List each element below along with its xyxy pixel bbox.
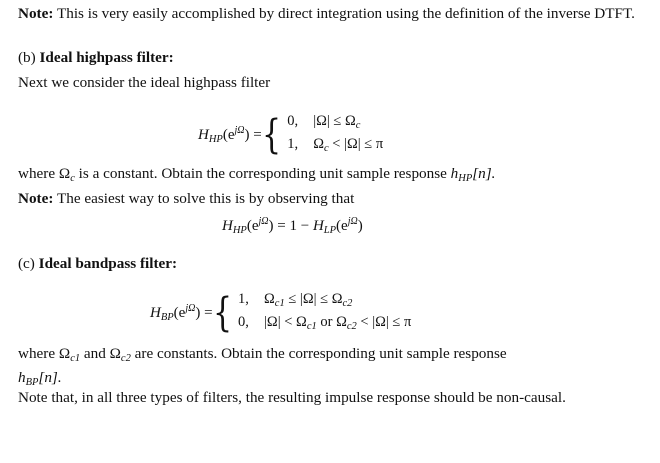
bp-case2-cond-c: < |Ω| ≤ π (356, 314, 412, 330)
part-c-heading (18, 254, 636, 273)
hp-case2-cond-b: < |Ω| ≤ π (328, 136, 384, 152)
hp-case1-sub: c (355, 120, 361, 131)
part-c-where-a-sub: c1 (70, 353, 81, 364)
part-b-heading (18, 48, 636, 67)
part-b-note-label: Note: (18, 190, 54, 207)
rel-arg-sup: jΩ (258, 216, 269, 227)
bp-lhs-symbol: H (150, 305, 161, 321)
bp-case2-sub-a: c1 (306, 321, 317, 332)
bp-case1-cond-a: Ω (264, 291, 275, 307)
hp-lhs-symbol: H (198, 127, 209, 143)
bp-case1-value: 1, (238, 291, 249, 307)
hp-arg-base: (e (222, 127, 235, 143)
rel-rhs-arg-close: ) (357, 218, 363, 234)
left-brace: { (212, 290, 232, 336)
final-note: Note that, in all three types of filters, the resulting impulse response should be non-causal. (18, 389, 566, 406)
part-c-where-h-sub: BP (25, 377, 39, 388)
hp-case2-value: 1, (287, 136, 299, 152)
bp-cases (238, 290, 411, 336)
part-c-where-a: where Ω (18, 345, 71, 362)
hp-equals: = (249, 127, 262, 143)
bp-case-row-1 (238, 290, 411, 313)
hp-case1-value: 0, (287, 113, 299, 129)
hp-case2-sub: c (323, 143, 329, 154)
rel-rhs-arg-base: (e (336, 218, 348, 234)
bp-arg-base: (e (173, 305, 186, 321)
rel-lhs: H (222, 218, 233, 234)
part-c-where-h: h (18, 369, 26, 386)
rel-rhs-sub: LP (323, 225, 337, 236)
hp-case-row-1 (287, 112, 383, 135)
hp-lhs-sub: HP (208, 134, 223, 145)
rel-rhs: H (312, 218, 324, 234)
bp-case1-sub-b: c2 (342, 298, 353, 309)
part-c-where-b-sub: c2 (120, 353, 131, 364)
part-b-where-a: where Ω (18, 165, 71, 182)
part-b-title: Ideal highpass filter: (39, 49, 174, 66)
part-b-where-a-sub: c (70, 173, 75, 184)
bp-arg-sup: jΩ (185, 303, 196, 314)
part-b-where-h-sub: HP (458, 173, 473, 184)
part-b-where-b: is a constant. Obtain the corresponding unit sample response (74, 165, 451, 182)
hp-case-row-2 (287, 135, 383, 158)
bp-case2-sub-b: c2 (346, 321, 357, 332)
rel-rhs-arg-sup: jΩ (347, 216, 358, 227)
part-c-where-b: and Ω (80, 345, 121, 362)
highpass-lowpass-relation (222, 216, 363, 236)
rel-arg-close: ) (268, 218, 274, 234)
part-b-where-end: [n]. (472, 165, 496, 182)
bp-case2-cond-b: or Ω (316, 314, 347, 330)
hp-arg-close: ) (244, 127, 250, 143)
part-b-note-text: The easiest way to solve this is by observing that (56, 190, 355, 207)
bp-case2-cond-a: |Ω| < Ω (264, 314, 307, 330)
part-b-where (18, 164, 636, 188)
part-c-prefix: (c) (18, 255, 35, 272)
hp-case1-cond: |Ω| ≤ Ω (313, 113, 356, 129)
hp-arg-sup: jΩ (234, 125, 245, 136)
bandpass-equation (150, 290, 411, 336)
rel-one-minus: = 1 − (273, 218, 313, 234)
bp-case2-value: 0, (238, 314, 249, 330)
note-label: Note: (18, 5, 54, 22)
bp-case1-cond-b: ≤ |Ω| ≤ Ω (284, 291, 343, 307)
bp-case-row-2 (238, 313, 411, 336)
bp-arg-close: ) (195, 305, 201, 321)
rel-arg-base: (e (246, 218, 259, 234)
bp-equals: = (200, 305, 213, 321)
hp-case2-cond-a: Ω (313, 136, 324, 152)
rel-lhs-sub: HP (232, 225, 247, 236)
part-b-note (18, 189, 636, 208)
highpass-equation (198, 112, 383, 158)
left-brace: { (261, 112, 281, 158)
note-paragraph (18, 4, 636, 23)
part-b-intro: Next we consider the ideal highpass filter (18, 74, 271, 91)
part-c-title: Ideal bandpass filter: (38, 255, 178, 272)
hp-cases (287, 112, 383, 158)
bp-case1-sub-a: c1 (274, 298, 285, 309)
bp-lhs-sub: BP (160, 312, 174, 323)
part-b-where-h: h (450, 165, 459, 182)
part-c-where (18, 344, 636, 392)
part-b-prefix: (b) (18, 49, 36, 66)
part-c-where-c: are constants. Obtain the corresponding unit sample response (130, 345, 507, 362)
part-c-where-end: [n]. (38, 369, 62, 386)
note-text: This is very easily accomplished by direct integration using the definition of the inverse DTFT. (56, 5, 635, 22)
